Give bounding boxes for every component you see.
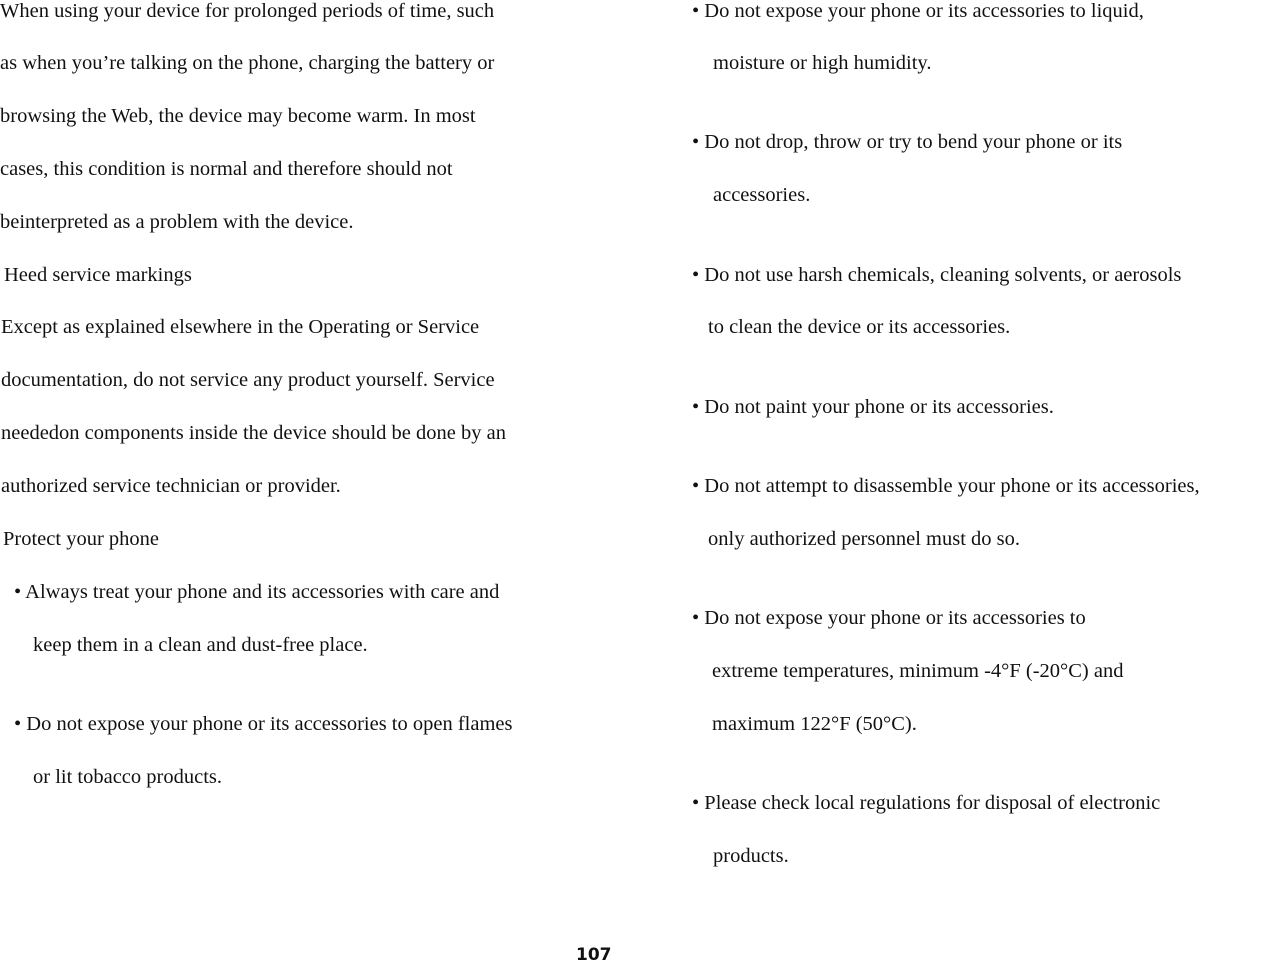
bullet-line: • Do not expose your phone or its accessories to: [692, 607, 1086, 629]
text-line: cases, this condition is normal and therefore should not: [0, 158, 453, 180]
bullet-line: moisture or high humidity.: [713, 52, 932, 74]
bullet-line: products.: [713, 845, 789, 867]
text-line: authorized service technician or provider.: [1, 475, 341, 497]
bullet-line: or lit tobacco products.: [33, 766, 223, 788]
bullet-line: maximum 122°F (50°C).: [712, 713, 917, 735]
service-markings-heading: Heed service markings: [4, 264, 192, 286]
bullet-line: to clean the device or its accessories.: [708, 316, 1011, 338]
text-line: Except as explained elsewhere in the Operating or Service: [1, 316, 480, 338]
text-line: browsing the Web, the device may become warm. In most: [0, 105, 476, 127]
bullet-line: extreme temperatures, minimum -4°F (-20°C) and: [712, 660, 1124, 682]
text-line: as when you’re talking on the phone, charging the battery or: [0, 52, 495, 74]
page-number: 107: [576, 945, 612, 965]
bullet-line: • Always treat your phone and its accessories with care and: [14, 581, 500, 603]
bullet-line: accessories.: [713, 184, 811, 206]
bullet-line: • Do not attempt to disassemble your phone or its accessories,: [692, 475, 1200, 497]
bullet-line: only authorized personnel must do so.: [708, 528, 1021, 550]
text-line: When using your device for prolonged periods of time, such: [0, 0, 495, 22]
text-line: beinterpreted as a problem with the device.: [0, 211, 354, 233]
text-line: neededon components inside the device should be done by an: [1, 422, 506, 444]
bullet-line: • Do not expose your phone or its accessories to liquid,: [692, 0, 1144, 22]
bullet-line: • Do not use harsh chemicals, cleaning solvents, or aerosols: [692, 264, 1182, 286]
bullet-line: keep them in a clean and dust-free place.: [33, 634, 368, 656]
bullet-line: • Do not expose your phone or its accessories to open flames: [14, 713, 513, 735]
bullet-line: • Do not drop, throw or try to bend your phone or its: [692, 131, 1123, 153]
bullet-line: • Please check local regulations for disposal of electronic: [692, 792, 1161, 814]
protect-phone-heading: Protect your phone: [3, 528, 159, 550]
bullet-line: • Do not paint your phone or its accessories.: [692, 396, 1054, 418]
text-line: documentation, do not service any product yourself. Service: [1, 369, 495, 391]
